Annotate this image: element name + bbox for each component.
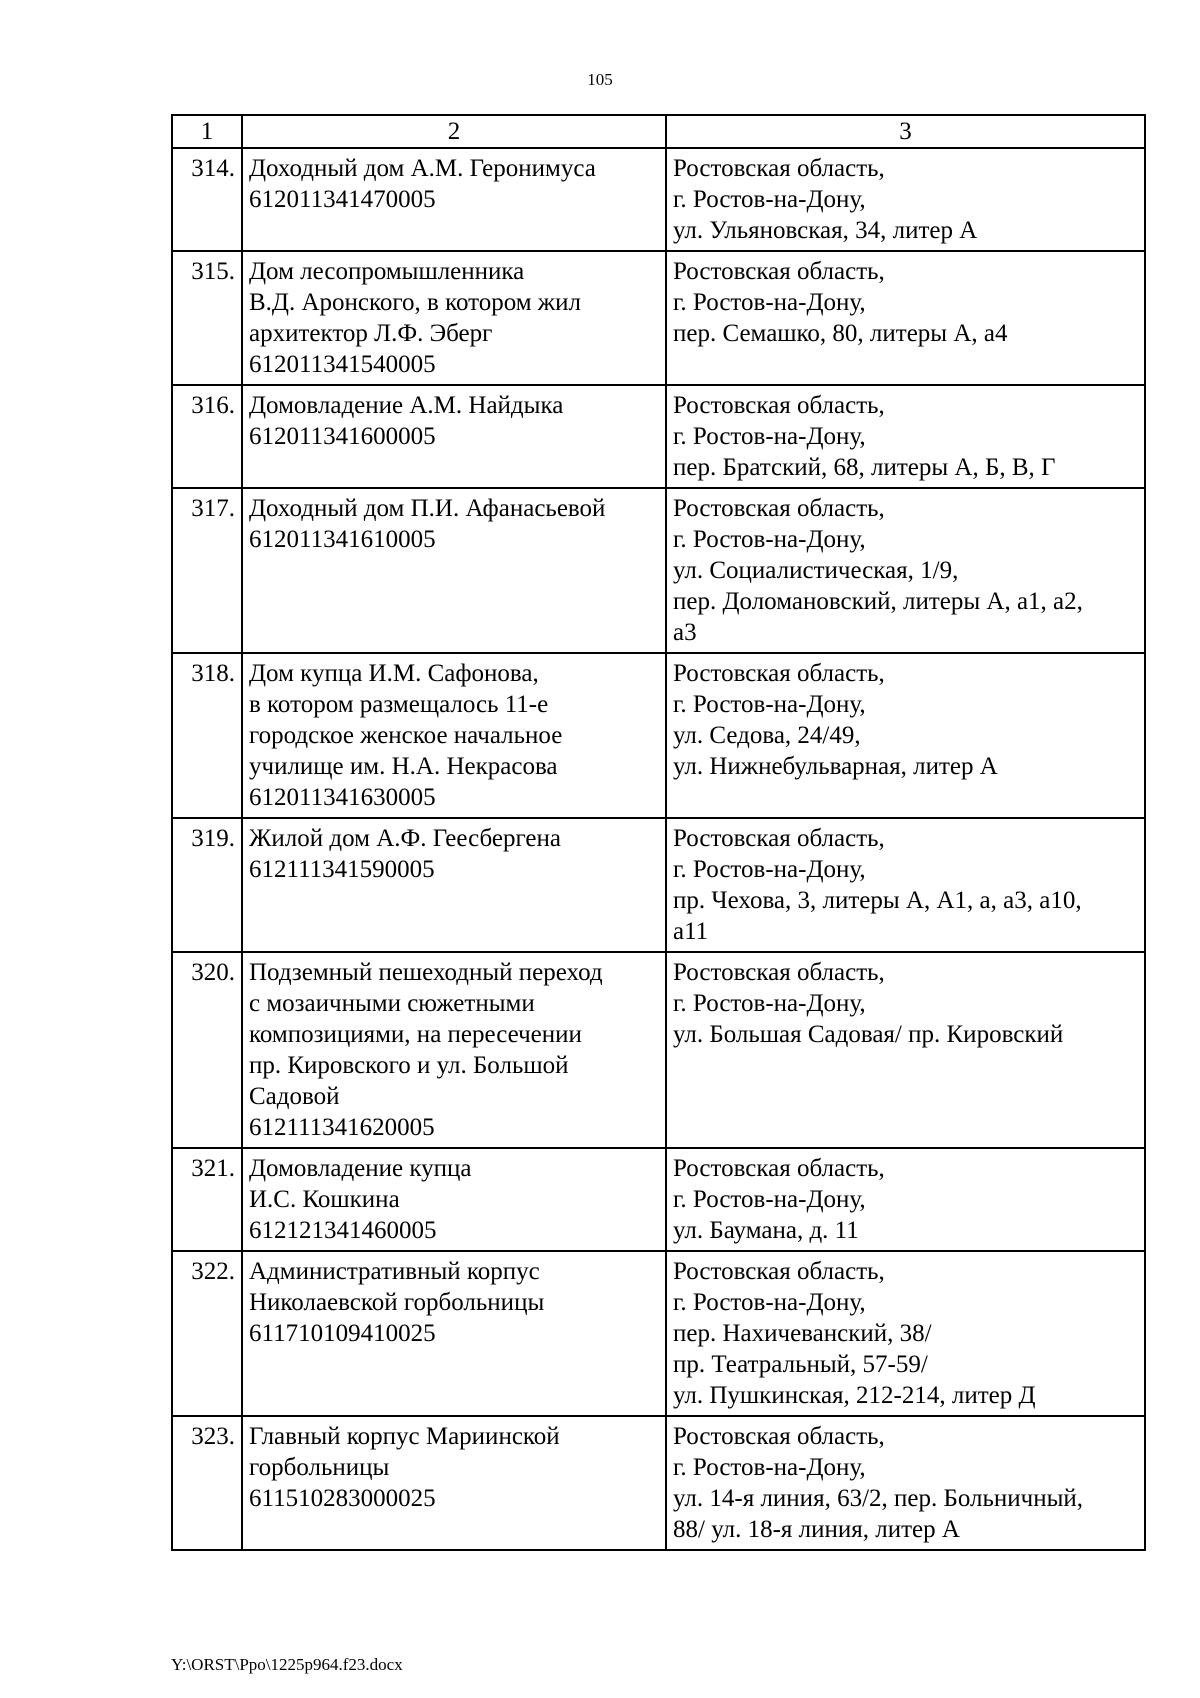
object-address-line: г. Ростов-на-Дону, — [673, 423, 866, 450]
object-name-line: Дом купца И.М. Сафонова, — [249, 660, 539, 687]
object-name-line: 612011341610005 — [249, 526, 436, 553]
object-name-line: 612011341600005 — [249, 423, 436, 450]
object-name-line: Главный корпус Мариинской — [249, 1423, 560, 1450]
table-row — [172, 1148, 1145, 1251]
table-row — [172, 1251, 1145, 1416]
object-address-line: пр. Чехова, 3, литеры А, А1, а, а3, а10, — [673, 887, 1082, 914]
object-name-line: 612121341460005 — [249, 1217, 437, 1244]
row-number: 323. — [172, 1416, 242, 1550]
object-address-line: г. Ростов-на-Дону, — [673, 1454, 866, 1481]
table-header-row — [172, 115, 1145, 148]
object-name-line: 611710109410025 — [249, 1320, 436, 1347]
object-name-line: 611510283000025 — [249, 1485, 436, 1512]
object-name-cell — [242, 818, 666, 952]
object-name-cell — [242, 1148, 666, 1251]
object-address-line: Ростовская область, — [673, 1423, 885, 1450]
object-name-line: композициями, на пересечении — [249, 1021, 582, 1048]
table-row — [172, 251, 1145, 385]
row-number: 320. — [172, 952, 242, 1148]
object-name-line: В.Д. Аронского, в котором жил — [249, 289, 581, 316]
object-name-line: с мозаичными сюжетными — [249, 990, 535, 1017]
object-address-line: ул. Ульяновская, 34, литер А — [673, 217, 978, 244]
object-name-cell — [242, 952, 666, 1148]
object-name-line: И.С. Кошкина — [249, 1186, 400, 1213]
object-address-line: пер. Семашко, 80, литеры А, а4 — [673, 320, 1008, 347]
object-name-cell — [242, 148, 666, 251]
row-number: 314. — [172, 148, 242, 251]
object-address-line: ул. Седова, 24/49, — [673, 722, 861, 749]
object-name-line: Жилой дом А.Ф. Геесбергена — [249, 825, 561, 852]
object-address-line: пер. Доломановский, литеры А, а1, а2, — [673, 588, 1083, 615]
object-name-line: Николаевской горбольницы — [249, 1289, 545, 1316]
object-name-cell — [242, 653, 666, 818]
table-row — [172, 952, 1145, 1148]
object-address-line: Ростовская область, — [673, 959, 885, 986]
table-body — [172, 148, 1145, 1550]
object-address-line: Ростовская область, — [673, 155, 885, 182]
table-row — [172, 385, 1145, 488]
object-address-line: Ростовская область, — [673, 825, 885, 852]
object-name-cell — [242, 385, 666, 488]
object-address-line: ул. Социалистическая, 1/9, — [673, 557, 959, 584]
object-address-line: ул. Нижнебульварная, литер А — [673, 753, 998, 780]
heritage-registry-table — [171, 114, 1146, 1551]
object-address-line: г. Ростов-на-Дону, — [673, 1186, 866, 1213]
object-name-line: Домовладение А.М. Найдыка — [249, 392, 564, 419]
object-address-cell — [666, 818, 1145, 952]
table-row — [172, 1416, 1145, 1550]
object-address-line: ул. Большая Садовая/ пр. Кировский — [673, 1021, 1064, 1048]
column-header-address: 3 — [666, 115, 1145, 148]
object-address-cell — [666, 1251, 1145, 1416]
object-address-line: 88/ ул. 18-я линия, литер А — [673, 1516, 960, 1543]
object-address-line: г. Ростов-на-Дону, — [673, 691, 866, 718]
object-name-line: архитектор Л.Ф. Эберг — [249, 320, 493, 347]
object-name-line: пр. Кировского и ул. Большой — [249, 1052, 569, 1079]
document-file-path: Y:\ORST\Ppo\1225p964.f23.docx — [171, 1655, 403, 1674]
object-address-line: ул. Баумана, д. 11 — [673, 1217, 859, 1244]
column-header-number: 1 — [172, 115, 242, 148]
table-row — [172, 818, 1145, 952]
object-name-line: 612011341540005 — [249, 351, 436, 378]
object-name-line: Дом лесопромышленника — [249, 258, 525, 285]
object-address-line: г. Ростов-на-Дону, — [673, 856, 866, 883]
table-row — [172, 653, 1145, 818]
object-address-line: г. Ростов-на-Дону, — [673, 990, 866, 1017]
object-address-cell — [666, 653, 1145, 818]
object-address-line: пр. Театральный, 57-59/ — [673, 1351, 928, 1378]
table-row — [172, 148, 1145, 251]
object-name-line: Доходный дом П.И. Афанасьевой — [249, 495, 606, 522]
object-address-cell — [666, 1148, 1145, 1251]
object-address-line: Ростовская область, — [673, 660, 885, 687]
object-address-cell — [666, 385, 1145, 488]
object-name-line: 612011341470005 — [249, 186, 436, 213]
object-name-line: городское женское начальное — [249, 722, 563, 749]
object-address-line: ул. Пушкинская, 212-214, литер Д — [673, 1382, 1036, 1409]
column-header-name: 2 — [242, 115, 666, 148]
object-address-cell — [666, 488, 1145, 653]
object-address-cell — [666, 952, 1145, 1148]
object-name-line: Доходный дом А.М. Геронимуса — [249, 155, 596, 182]
object-address-line: а3 — [673, 619, 697, 646]
object-name-cell — [242, 488, 666, 653]
table-row — [172, 488, 1145, 653]
object-name-line: училище им. Н.А. Некрасова — [249, 753, 558, 780]
row-number: 321. — [172, 1148, 242, 1251]
object-address-cell — [666, 1416, 1145, 1550]
object-name-line: Административный корпус — [249, 1258, 540, 1285]
object-address-line: г. Ростов-на-Дону, — [673, 186, 866, 213]
object-address-line: а11 — [673, 918, 709, 945]
object-name-line: 612011341630005 — [249, 784, 436, 811]
object-address-line: Ростовская область, — [673, 1258, 885, 1285]
page-number: 105 — [587, 70, 613, 89]
object-address-line: г. Ростов-на-Дону, — [673, 526, 866, 553]
object-name-line: Подземный пешеходный переход — [249, 959, 603, 986]
object-name-line: Домовладение купца — [249, 1155, 472, 1182]
object-name-line: горбольницы — [249, 1454, 390, 1481]
object-address-line: пер. Нахичеванский, 38/ — [673, 1320, 932, 1347]
object-name-line: 612111341590005 — [249, 856, 435, 883]
object-name-line: в котором размещалось 11-е — [249, 691, 549, 718]
row-number: 316. — [172, 385, 242, 488]
object-name-cell — [242, 251, 666, 385]
object-address-line: Ростовская область, — [673, 392, 885, 419]
object-name-cell — [242, 1251, 666, 1416]
object-name-line: 612111341620005 — [249, 1114, 435, 1141]
row-number: 318. — [172, 653, 242, 818]
row-number: 319. — [172, 818, 242, 952]
object-address-line: ул. 14-я линия, 63/2, пер. Больничный, — [673, 1485, 1084, 1512]
object-address-line: Ростовская область, — [673, 1155, 885, 1182]
object-address-line: Ростовская область, — [673, 258, 885, 285]
object-address-line: пер. Братский, 68, литеры А, Б, В, Г — [673, 454, 1056, 481]
object-name-line: Садовой — [249, 1083, 340, 1110]
row-number: 322. — [172, 1251, 242, 1416]
object-address-cell — [666, 251, 1145, 385]
object-address-line: г. Ростов-на-Дону, — [673, 289, 866, 316]
row-number: 317. — [172, 488, 242, 653]
object-name-cell — [242, 1416, 666, 1550]
object-address-cell — [666, 148, 1145, 251]
object-address-line: Ростовская область, — [673, 495, 885, 522]
row-number: 315. — [172, 251, 242, 385]
object-address-line: г. Ростов-на-Дону, — [673, 1289, 866, 1316]
